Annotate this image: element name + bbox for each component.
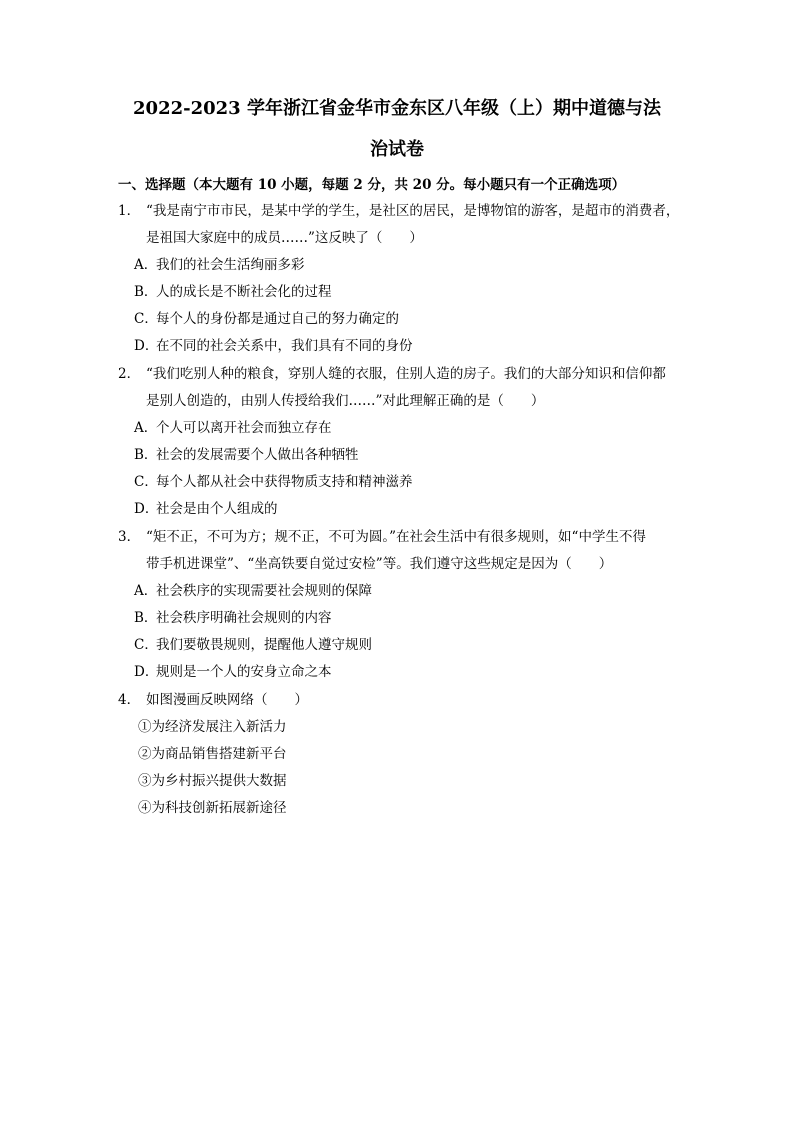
question-4 (118, 687, 678, 822)
option-label: D． (134, 338, 159, 354)
option-label: A． (134, 583, 158, 599)
question-text-continued: 带手机进课堂”、“坐高铁要自觉过安检”等。我们遵守这些规定是因为（ ） (146, 556, 613, 572)
option-text: 每个人都从社会中获得物质支持和精神滋养 (156, 474, 413, 490)
option-text: 社会是由个人组成的 (156, 501, 278, 517)
question-stem (118, 524, 678, 551)
option-text: 人的成长是不断社会化的过程 (156, 284, 332, 300)
exam-title-line-2: 治试卷 (370, 139, 424, 160)
option-text: 社会的发展需要个人做出各种牺牲 (156, 447, 359, 463)
option-label: D． (134, 501, 159, 517)
question-text-continued: 是别人创造的，由别人传授给我们……”对此理解正确的是（ ） (146, 393, 545, 409)
option-c (118, 469, 678, 496)
option-d (118, 496, 678, 523)
question-number: 1． (118, 203, 141, 219)
option-c (118, 632, 678, 659)
option-label: B． (134, 284, 158, 300)
statement-1: ①为经济发展注入新活力 (138, 719, 287, 735)
option-text: 个人可以离开社会而独立存在 (156, 420, 332, 436)
question-text: “我们吃别人种的粮食，穿别人缝的衣服，住别人造的房子。我们的大部分知识和信仰都 (146, 366, 666, 382)
section-heading: 一、选择题（本大题有 10 小题，每题 2 分，共 20 分。每小题只有一个正确选项） (118, 177, 626, 193)
question-number: 2． (118, 366, 141, 382)
option-label: A． (134, 257, 158, 273)
question-stem (118, 198, 678, 225)
option-label: A． (134, 420, 158, 436)
option-text: 社会秩序的实现需要社会规则的保障 (156, 583, 372, 599)
option-c (118, 306, 678, 333)
question-2 (118, 361, 678, 523)
statement-4: ④为科技创新拓展新途径 (138, 800, 287, 816)
statement-2: ②为商品销售搭建新平台 (138, 746, 287, 762)
option-text: 我们的社会生活绚丽多彩 (156, 257, 305, 273)
option-label: C． (134, 311, 158, 327)
exam-title-line-1: 2022-2023 学年浙江省金华市金东区八年级（上）期中道德与法 (133, 98, 661, 119)
option-label: C． (134, 637, 158, 653)
statement-3: ③为乡村振兴提供大数据 (138, 773, 287, 789)
question-text: “矩不正，不可为方；规不正，不可为圆。”在社会生活中有很多规则，如“中学生不得 (146, 529, 646, 545)
question-text: “我是南宁市市民，是某中学的学生，是社区的居民，是博物馆的游客，是超市的消费者， (146, 203, 680, 219)
option-label: C． (134, 474, 158, 490)
question-stem (118, 687, 678, 714)
option-a (118, 415, 678, 442)
option-text: 我们要敬畏规则，提醒他人遵守规则 (156, 637, 372, 653)
question-1 (118, 198, 678, 360)
question-number: 4． (118, 692, 141, 708)
option-label: B． (134, 447, 158, 463)
option-text: 规则是一个人的安身立命之本 (156, 664, 332, 680)
option-b (118, 442, 678, 469)
option-text: 在不同的社会关系中，我们具有不同的身份 (156, 338, 413, 354)
question-3 (118, 524, 678, 686)
option-label: D． (134, 664, 159, 680)
option-label: B． (134, 610, 158, 626)
option-a (118, 252, 678, 279)
option-a (118, 578, 678, 605)
question-stem (118, 361, 678, 388)
option-text: 每个人的身份都是通过自己的努力确定的 (156, 311, 399, 327)
question-text: 如图漫画反映网络（ ） (146, 692, 308, 708)
option-b (118, 279, 678, 306)
question-text-continued: 是祖国大家庭中的成员……”这反映了（ ） (146, 230, 423, 246)
question-number: 3． (118, 529, 141, 545)
option-d (118, 659, 678, 686)
option-d (118, 333, 678, 360)
option-b (118, 605, 678, 632)
option-text: 社会秩序明确社会规则的内容 (156, 610, 332, 626)
